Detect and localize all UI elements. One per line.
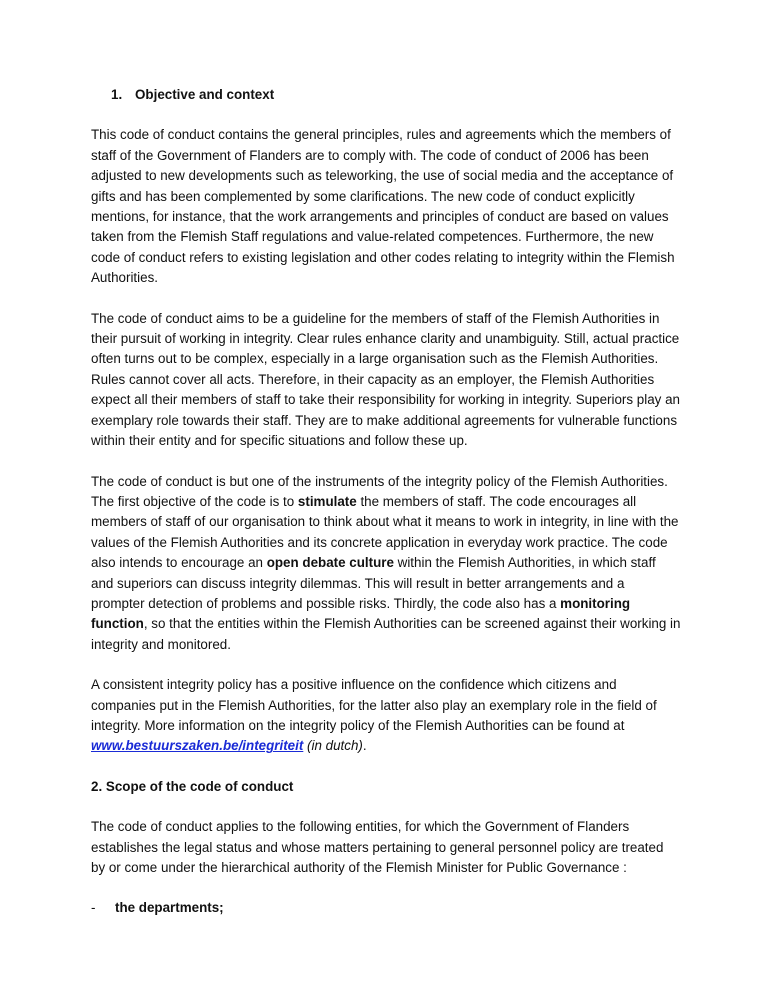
section-1-heading — [111, 85, 681, 105]
integrity-link[interactable]: www.bestuurszaken.be/integriteit — [91, 738, 304, 754]
paragraph-instruments — [91, 472, 681, 656]
list-item — [91, 898, 681, 918]
paragraph-policy — [91, 675, 681, 757]
section-1-title: Objective and context — [135, 87, 275, 102]
paragraph-guideline: The code of conduct aims to be a guideline for the members of staff of the Flemish Authorities in their pursuit of working in integrity. Clear rules enhance clarity and unambiguity. Still, actual practice often turns out to be complex, especially in a large organisation such as the Flemish Authorities. Rules cannot cover all acts. Therefore, in their capacity as an employer, the Flemish Authorities expect all their members of staff to take their responsibility for working in integrity. Superiors play an exemplary role towards their staff. They are to make additional agreements for vulnerable functions within their entity and for specific situations and follow these up. — [91, 310, 680, 449]
p3-bold-monitoring: monitoring function — [91, 595, 631, 632]
p3-text-2: the members of staff. The code encourages all members of staff of our organisation to think about what it means to work in integrity, in line with the values of the Flemish Authorities and its concrete application in everyday work practice. The code also intends to encourage an — [91, 493, 679, 571]
document-page — [91, 85, 681, 919]
section-2-heading: 2. Scope of the code of conduct — [91, 778, 294, 794]
p3-bold-debate: open debate culture — [266, 555, 394, 571]
bullet-text: the departments; — [115, 900, 224, 916]
p4-end: . — [362, 738, 367, 754]
p3-bold-stimulate: stimulate — [297, 493, 357, 509]
p4-text: A consistent integrity policy has a positive influence on the confidence which citizens and companies put in the Flemish Authorities, for the latter also play an exemplary role in the field of integrity. More information on the integrity policy of the Flemish Authorities can be found at — [91, 677, 657, 733]
bullet-dash: - — [91, 900, 96, 916]
section-1-number: 1. — [111, 87, 123, 102]
paragraph-context: This code of conduct contains the general principles, rules and agreements which the members of staff of the Government of Flanders are to comply with. The code of conduct of 2006 has been adjusted to new developments such as teleworking, the use of social media and the acceptance of gifts and has been complemented by some clarifications. The new code of conduct explicitly mentions, for instance, that the work arrangements and principles of conduct are based on values taken from the Flemish Staff regulations and value-related competences. Furthermore, the new code of conduct refers to existing legislation and other codes relating to integrity within the Flemish Authorities. — [91, 127, 675, 286]
p3-text-1: The code of conduct is but one of the instruments of the integrity policy of the Flemish Authorities. The first objective of the code is to — [91, 473, 668, 509]
p3-text-3: within the Flemish Authorities, in which staff and superiors can discuss integrity dilemmas. This will result in better arrangements and a prompter detection of problems and possible risks. Thirdly, the code also has a — [91, 555, 656, 611]
p3-text-4: , so that the entities within the Flemish Authorities can be screened against their working in integrity and monitored. — [91, 616, 681, 652]
p4-note: (in dutch) — [307, 738, 363, 754]
paragraph-scope: The code of conduct applies to the following entities, for which the Government of Flanders establishes the legal status and whose matters pertaining to general personnel policy are treated by or come under the hierarchical authority of the Flemish Minister for Public Governance : — [91, 819, 664, 875]
